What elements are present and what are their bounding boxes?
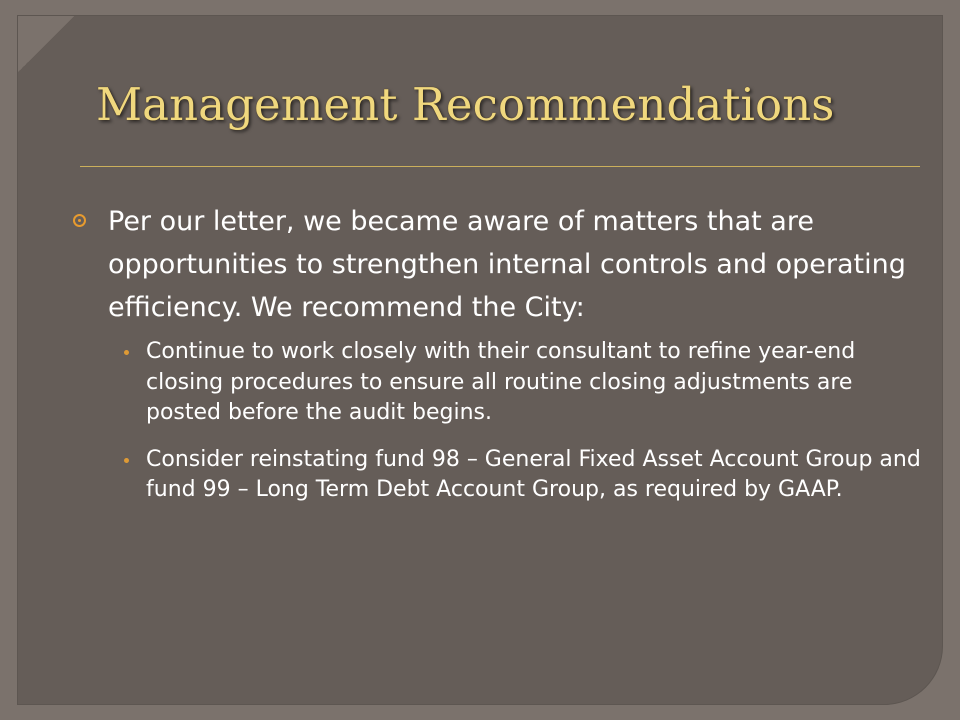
dot-bullet-icon	[124, 350, 129, 355]
sub-bullet-item	[121, 337, 922, 429]
dot-bullet-icon	[124, 458, 129, 463]
main-bullet-text: Per our letter, we became aware of matters that are opportunities to strengthen internal controls and operating efficiency. We recommend the City:	[108, 206, 906, 323]
slide-title: Management Recommendations	[96, 78, 835, 131]
circled-dot-bullet-icon	[73, 214, 86, 227]
sub-bullet-list	[121, 337, 922, 506]
title-divider	[80, 166, 920, 167]
slide-content-panel	[18, 16, 942, 704]
sub-bullet-item	[121, 445, 922, 506]
sub-bullet-text: Consider reinstating fund 98 – General Fixed Asset Account Group and fund 99 – Long Term Debt Account Group, as required by GAAP.	[146, 446, 921, 502]
main-bullet-item	[72, 200, 922, 329]
slide-body	[72, 200, 922, 522]
sub-bullet-text: Continue to work closely with their consultant to refine year-end closing procedures to ensure all routine closing adjustments are posted before the audit begins.	[146, 339, 856, 425]
